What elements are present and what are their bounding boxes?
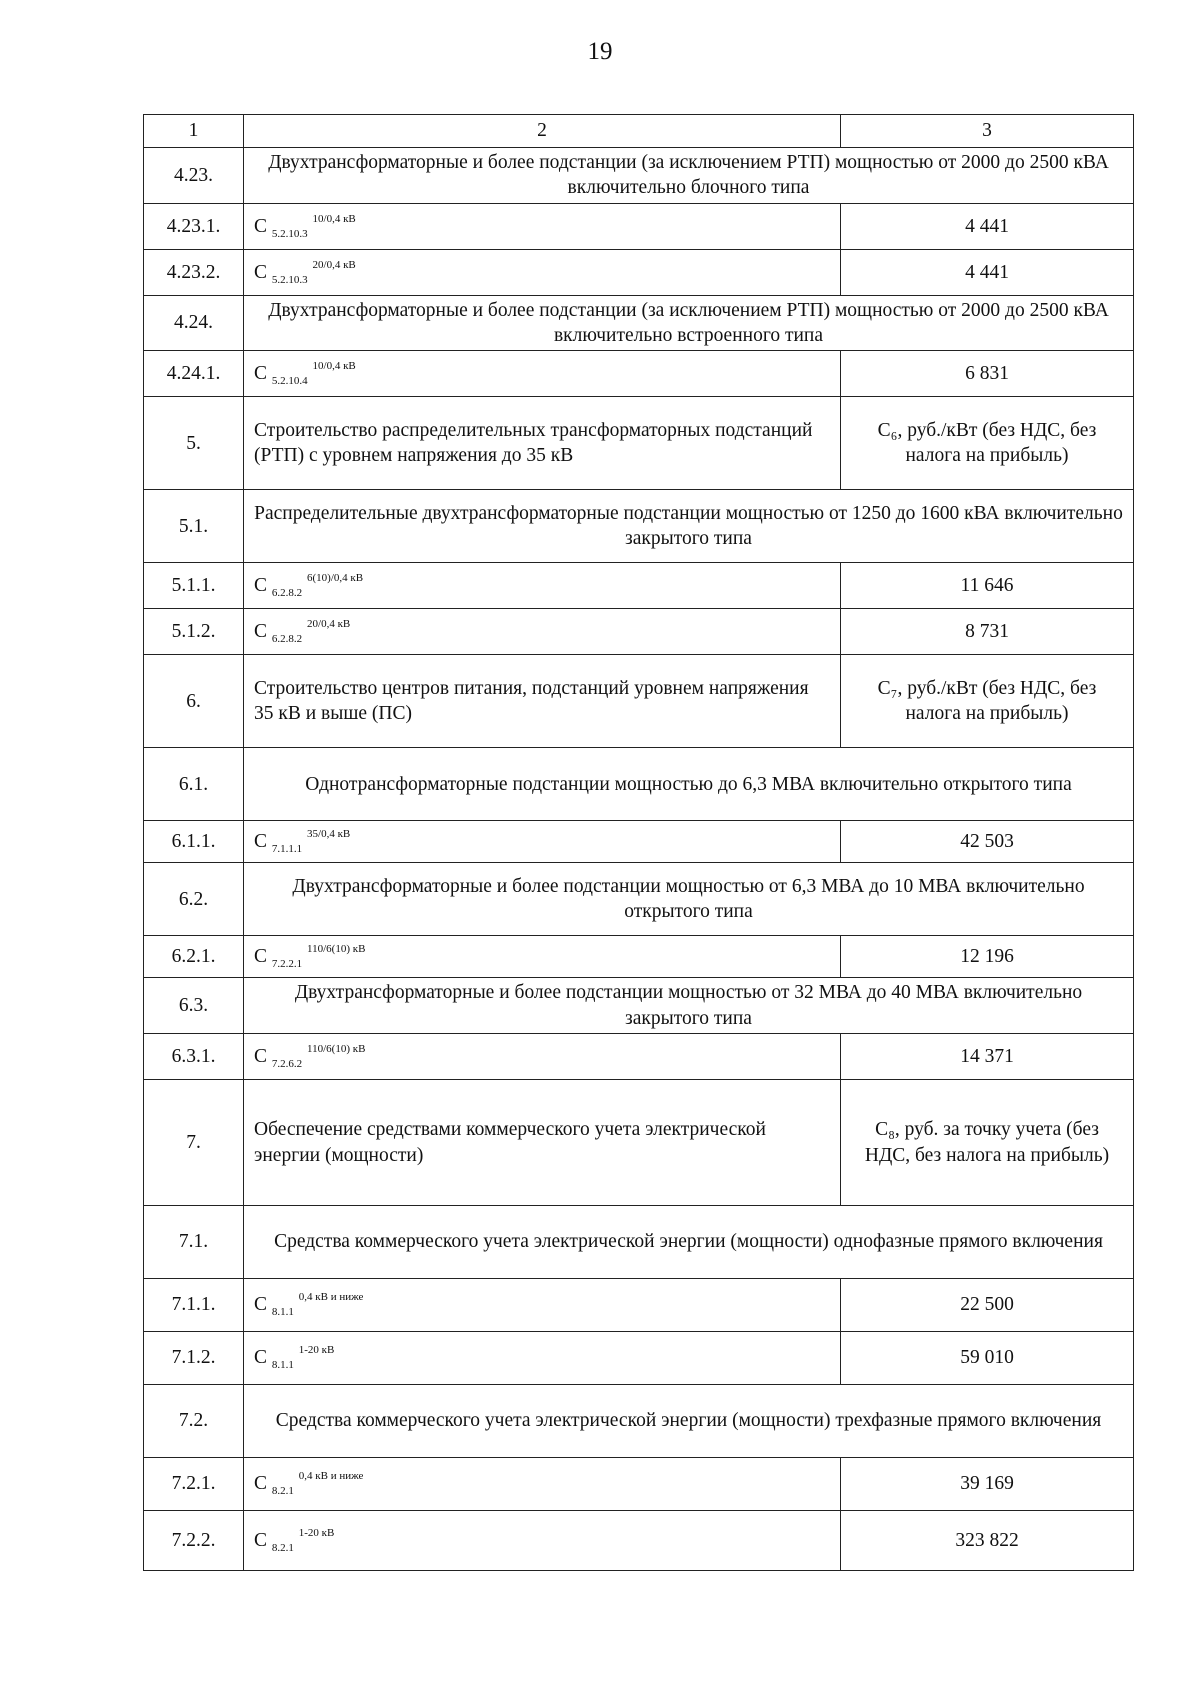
row-number: 5.1. xyxy=(144,490,244,563)
row-number: 6. xyxy=(144,655,244,748)
tariff-table xyxy=(143,114,1134,1571)
rate-symbol xyxy=(244,936,841,978)
row-number: 7.1. xyxy=(144,1206,244,1279)
row-number: 7.2. xyxy=(144,1385,244,1458)
symbol-letter: С xyxy=(254,215,268,237)
section-title: Двухтрансформаторные и более подстанции (за исключением РТП) мощностью от 2000 до 2500 кВА включительно встроенного типа xyxy=(244,295,1134,351)
row-number: 7.1.1. xyxy=(144,1279,244,1332)
symbol-superscript: 6(10)/0,4 кВ xyxy=(307,572,364,585)
table-row xyxy=(144,1080,1134,1206)
table-row xyxy=(144,249,1134,295)
symbol-superscript: 20/0,4 кВ xyxy=(312,258,356,271)
rate-symbol-text xyxy=(254,212,356,240)
rate-symbol xyxy=(244,1458,841,1511)
rate-value: 8 731 xyxy=(841,609,1134,655)
row-number: 6.3. xyxy=(144,978,244,1034)
symbol-subscript: 8.1.1 xyxy=(271,1359,294,1372)
row-number: 4.23.2. xyxy=(144,249,244,295)
section-title: Двухтрансформаторные и более подстанции мощностью от 32 МВА до 40 МВА включительно закрытого типа xyxy=(244,978,1134,1034)
rate-symbol-text xyxy=(254,828,351,856)
row-number: 7.1.2. xyxy=(144,1332,244,1385)
symbol-superscript: 110/6(10) кВ xyxy=(307,1042,366,1055)
row-number: 5. xyxy=(144,397,244,490)
symbol-subscript: 6.2.8.2 xyxy=(271,587,303,600)
section-title: Двухтрансформаторные и более подстанции мощностью от 6,3 МВА до 10 МВА включительно открытого типа xyxy=(244,863,1134,936)
row-number: 5.1.1. xyxy=(144,563,244,609)
section-title: Однотрансформаторные подстанции мощностью до 6,3 МВА включительно открытого типа xyxy=(244,748,1134,821)
rate-value: 42 503 xyxy=(841,821,1134,863)
symbol-subscript: 8.2.1 xyxy=(271,1541,294,1554)
rate-value: 22 500 xyxy=(841,1279,1134,1332)
row-number: 4.23.1. xyxy=(144,203,244,249)
table-row xyxy=(144,1511,1134,1571)
table-row xyxy=(144,936,1134,978)
table-row xyxy=(144,351,1134,397)
rate-symbol-text xyxy=(254,1291,364,1319)
symbol-subscript: 7.2.6.2 xyxy=(271,1057,303,1070)
unit-label: С₆, руб./кВт (без НДС, без налога на прибыль) xyxy=(841,397,1134,490)
symbol-superscript: 1-20 кВ xyxy=(298,1344,335,1357)
rate-value: 39 169 xyxy=(841,1458,1134,1511)
symbol-superscript: 110/6(10) кВ xyxy=(307,943,366,956)
rate-symbol xyxy=(244,351,841,397)
symbol-superscript: 0,4 кВ и ниже xyxy=(298,1291,364,1304)
symbol-letter: С xyxy=(254,1294,268,1316)
row-number: 6.1. xyxy=(144,748,244,821)
rate-symbol xyxy=(244,821,841,863)
row-number: 6.2.1. xyxy=(144,936,244,978)
table-row xyxy=(144,203,1134,249)
table-row xyxy=(144,978,1134,1034)
symbol-superscript: 1-20 кВ xyxy=(298,1526,335,1539)
symbol-letter: С xyxy=(254,363,268,385)
row-number: 4.24. xyxy=(144,295,244,351)
table-row xyxy=(144,609,1134,655)
symbol-superscript: 0,4 кВ и ниже xyxy=(298,1470,364,1483)
symbol-subscript: 7.1.1.1 xyxy=(271,843,303,856)
rate-symbol-text xyxy=(254,360,356,388)
table-header-row xyxy=(144,115,1134,148)
rate-symbol-text xyxy=(254,1470,364,1498)
row-number: 5.1.2. xyxy=(144,609,244,655)
rate-symbol xyxy=(244,203,841,249)
rate-value: 4 441 xyxy=(841,249,1134,295)
symbol-superscript: 20/0,4 кВ xyxy=(307,618,351,631)
rate-symbol-text xyxy=(254,943,366,971)
symbol-subscript: 8.1.1 xyxy=(271,1306,294,1319)
rate-symbol xyxy=(244,1279,841,1332)
rate-symbol-text xyxy=(254,258,356,286)
symbol-subscript: 8.2.1 xyxy=(271,1485,294,1498)
symbol-letter: С xyxy=(254,1045,268,1067)
symbol-letter: С xyxy=(254,1347,268,1369)
table-row xyxy=(144,1034,1134,1080)
unit-label: С₇, руб./кВт (без НДС, без налога на прибыль) xyxy=(841,655,1134,748)
rate-symbol-text xyxy=(254,1526,335,1554)
row-number: 6.2. xyxy=(144,863,244,936)
table-row xyxy=(144,748,1134,821)
table-row xyxy=(144,1458,1134,1511)
symbol-superscript: 35/0,4 кВ xyxy=(307,828,351,841)
table-row xyxy=(144,295,1134,351)
row-number: 7. xyxy=(144,1080,244,1206)
rate-value: 12 196 xyxy=(841,936,1134,978)
rate-value: 14 371 xyxy=(841,1034,1134,1080)
symbol-subscript: 5.2.10.4 xyxy=(271,375,308,388)
row-number: 7.2.1. xyxy=(144,1458,244,1511)
section-title: Распределительные двухтрансформаторные подстанции мощностью от 1250 до 1600 кВА включительно закрытого типа xyxy=(244,490,1134,563)
unit-label: С₈, руб. за точку учета (без НДС, без налога на прибыль) xyxy=(841,1080,1134,1206)
table-row xyxy=(144,863,1134,936)
row-number: 7.2.2. xyxy=(144,1511,244,1571)
table-row xyxy=(144,490,1134,563)
table-row xyxy=(144,397,1134,490)
category-title: Строительство распределительных трансформаторных подстанций (РТП) с уровнем напряжения до 35 кВ xyxy=(244,397,841,490)
symbol-superscript: 10/0,4 кВ xyxy=(312,212,356,225)
symbol-letter: С xyxy=(254,946,268,968)
table-row xyxy=(144,1279,1134,1332)
table-row xyxy=(144,655,1134,748)
page-number: 19 xyxy=(587,38,613,65)
section-title: Двухтрансформаторные и более подстанции (за исключением РТП) мощностью от 2000 до 2500 кВА включительно блочного типа xyxy=(244,148,1134,204)
section-title: Средства коммерческого учета электрической энергии (мощности) однофазные прямого включения xyxy=(244,1206,1134,1279)
rate-symbol-text xyxy=(254,572,364,600)
row-number: 4.23. xyxy=(144,148,244,204)
category-title: Строительство центров питания, подстанций уровнем напряжения 35 кВ и выше (ПС) xyxy=(244,655,841,748)
rate-value: 4 441 xyxy=(841,203,1134,249)
rate-symbol-text xyxy=(254,618,351,646)
symbol-letter: С xyxy=(254,1473,268,1495)
symbol-letter: С xyxy=(254,831,268,853)
category-title: Обеспечение средствами коммерческого учета электрической энергии (мощности) xyxy=(244,1080,841,1206)
symbol-superscript: 10/0,4 кВ xyxy=(312,360,356,373)
symbol-letter: С xyxy=(254,621,268,643)
row-number: 4.24.1. xyxy=(144,351,244,397)
table-row xyxy=(144,563,1134,609)
symbol-subscript: 7.2.2.1 xyxy=(271,958,303,971)
rate-symbol-text xyxy=(254,1344,335,1372)
rate-symbol xyxy=(244,249,841,295)
symbol-subscript: 5.2.10.3 xyxy=(271,273,308,286)
table-row xyxy=(144,1206,1134,1279)
table-row xyxy=(144,821,1134,863)
table-row xyxy=(144,1332,1134,1385)
rate-value: 59 010 xyxy=(841,1332,1134,1385)
symbol-letter: С xyxy=(254,1529,268,1551)
rate-symbol xyxy=(244,563,841,609)
row-number: 6.3.1. xyxy=(144,1034,244,1080)
header-col-3: 3 xyxy=(841,115,1134,148)
symbol-letter: С xyxy=(254,575,268,597)
table-row xyxy=(144,1385,1134,1458)
rate-symbol xyxy=(244,609,841,655)
rate-value: 323 822 xyxy=(841,1511,1134,1571)
rate-symbol xyxy=(244,1034,841,1080)
table-row xyxy=(144,148,1134,204)
header-col-1: 1 xyxy=(144,115,244,148)
rate-symbol-text xyxy=(254,1042,366,1070)
row-number: 6.1.1. xyxy=(144,821,244,863)
section-title: Средства коммерческого учета электрической энергии (мощности) трехфазные прямого включения xyxy=(244,1385,1134,1458)
rate-symbol xyxy=(244,1332,841,1385)
symbol-subscript: 5.2.10.3 xyxy=(271,227,308,240)
rate-value: 6 831 xyxy=(841,351,1134,397)
symbol-subscript: 6.2.8.2 xyxy=(271,633,303,646)
rate-symbol xyxy=(244,1511,841,1571)
rate-value: 11 646 xyxy=(841,563,1134,609)
header-col-2: 2 xyxy=(244,115,841,148)
symbol-letter: С xyxy=(254,261,268,283)
